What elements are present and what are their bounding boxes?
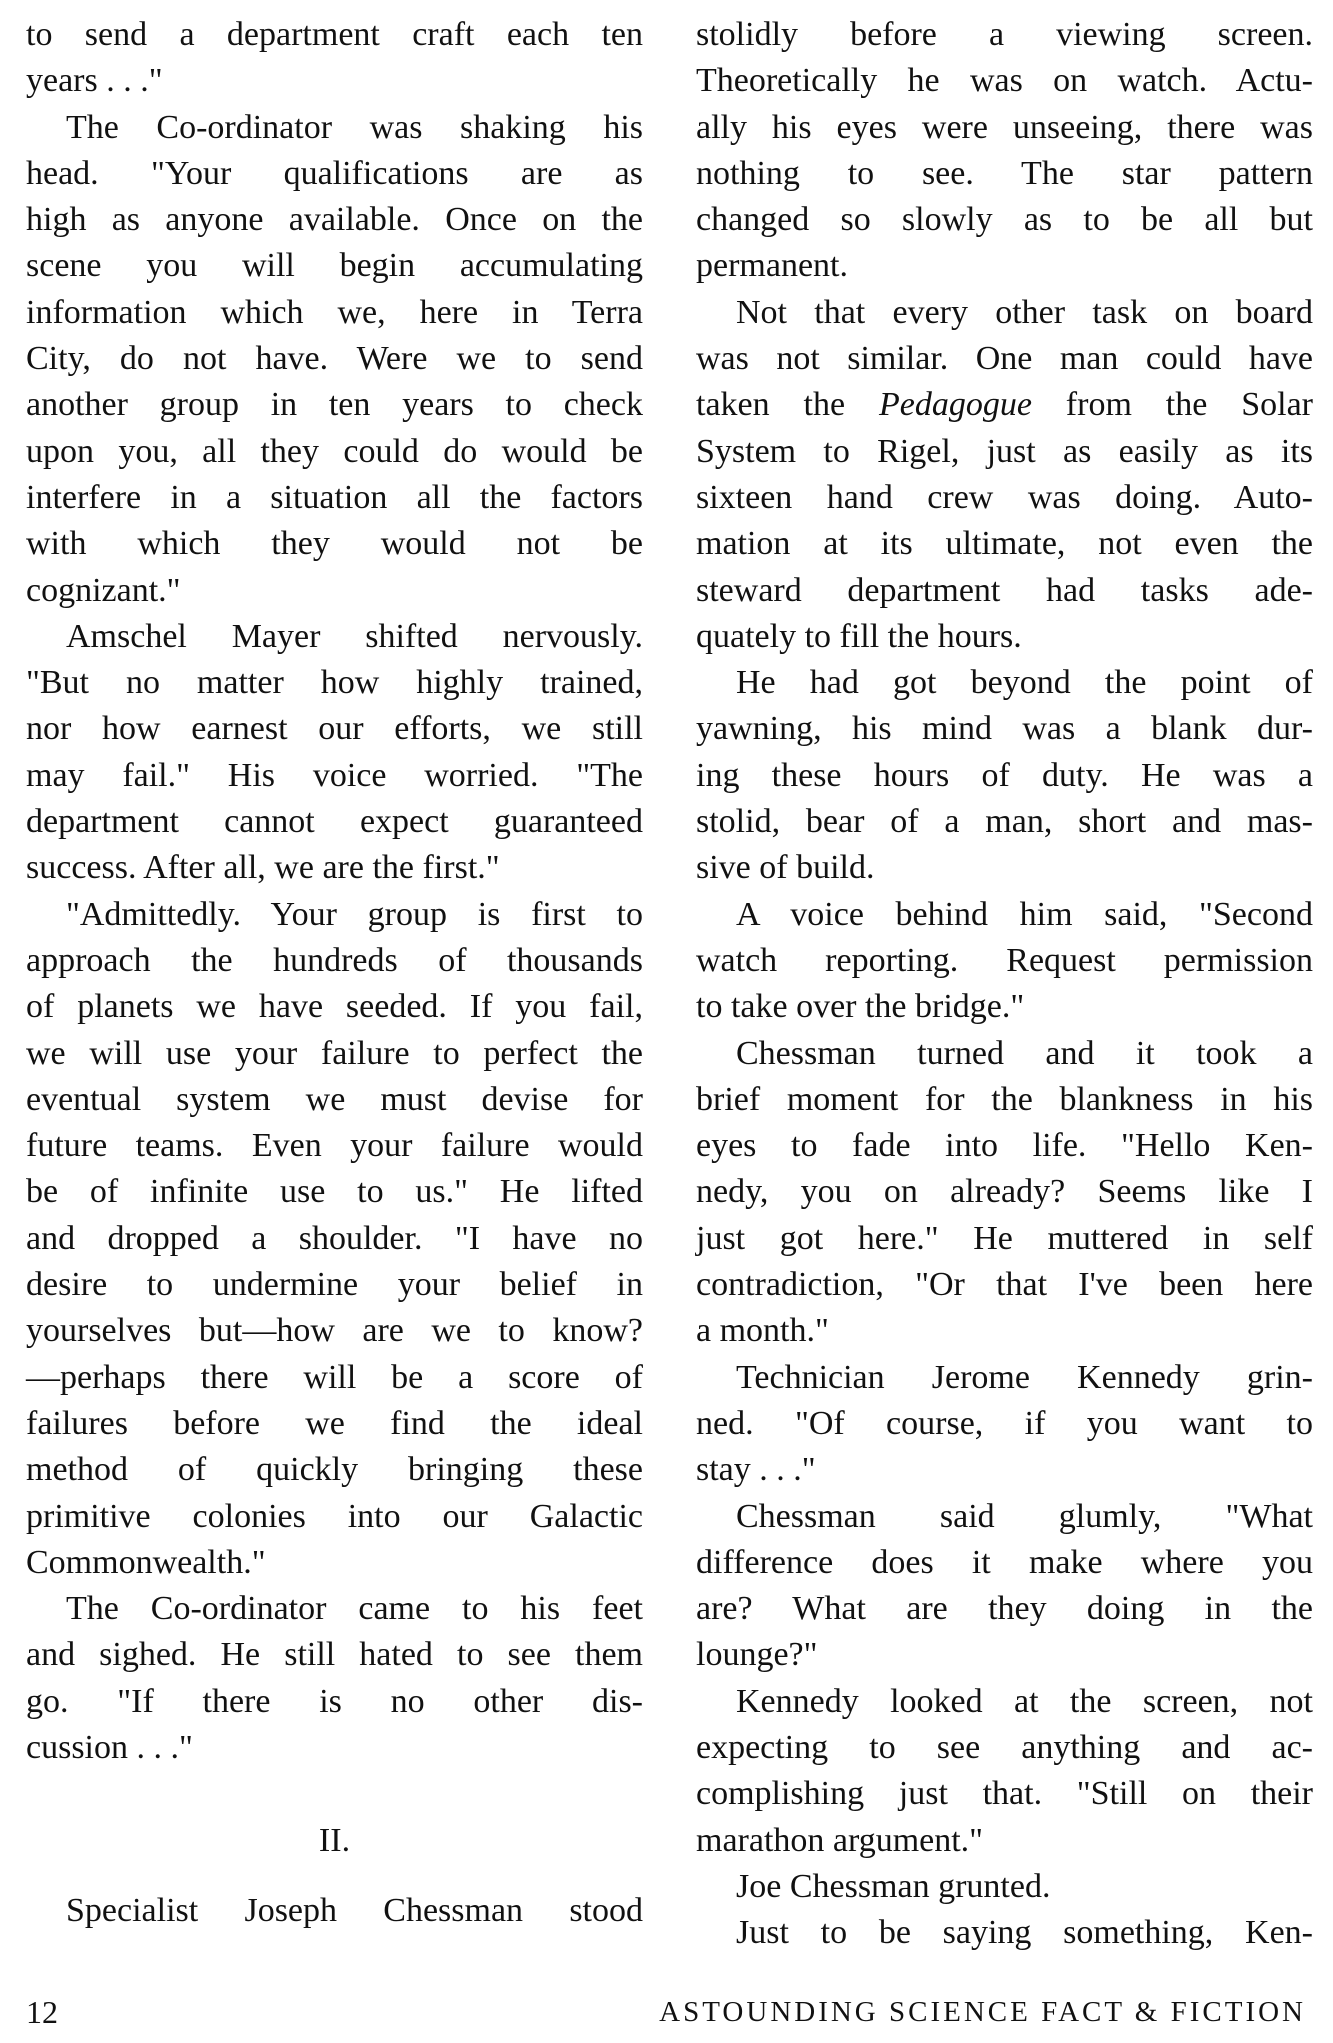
text-line: of planets we have seeded. If you fail, (26, 988, 643, 1026)
section-heading: II. (318, 1821, 351, 1859)
text-line (696, 382, 1313, 428)
text-line: Chessman turned and it took a (736, 1034, 1313, 1072)
text-line: be of infinite use to us." He lifted (26, 1173, 643, 1211)
text-fragment: from the Solar (1031, 386, 1313, 424)
text-line: eyes to fade into life. "Hello Ken- (696, 1127, 1313, 1165)
text-line: ally his eyes were unseeing, there was (696, 108, 1313, 146)
text-line: department cannot expect guaranteed (26, 803, 643, 841)
text-line: may fail." His voice worried. "The (26, 756, 643, 794)
text-line: method of quickly bringing these (26, 1451, 643, 1489)
text-line: eventual system we must devise for (26, 1080, 643, 1118)
text-line: Commonwealth." (26, 1543, 266, 1581)
text-line: contradiction, "Or that I've been here (696, 1266, 1313, 1304)
text-line: with which they would not be (26, 525, 643, 563)
text-line: are? What are they doing in the (696, 1590, 1313, 1628)
blank-line (26, 1771, 643, 1817)
text-line: information which we, here in Terra (26, 293, 643, 331)
text-line: Chessman said glumly, "What (736, 1497, 1313, 1535)
text-line: difference does it make where you (696, 1543, 1313, 1581)
page-number: 12 (26, 1994, 58, 2030)
text-line: nothing to see. The star pattern (696, 154, 1313, 192)
text-line: City, do not have. Were we to send (26, 340, 643, 378)
magazine-title: ASTOUNDING SCIENCE FACT & FICTION (659, 1996, 1306, 2028)
text-line: desire to undermine your belief in (26, 1266, 643, 1304)
text-line: failures before we find the ideal (26, 1404, 643, 1442)
text-line: Joe Chessman grunted. (736, 1867, 1051, 1905)
text-line: brief moment for the blankness in his (696, 1080, 1313, 1118)
text-line: yourselves but—how are we to know? (26, 1312, 643, 1350)
text-line: The Co-ordinator came to his feet (66, 1590, 643, 1628)
text-line: to take over the bridge." (696, 988, 1025, 1026)
text-line: mation at its ultimate, not even the (696, 525, 1313, 563)
text-line: "But no matter how highly trained, (26, 664, 643, 702)
text-line: ing these hours of duty. He was a (696, 756, 1313, 794)
text-line: Technician Jerome Kennedy grin- (736, 1358, 1313, 1396)
text-line: Kennedy looked at the screen, not (736, 1682, 1313, 1720)
text-line: Theoretically he was on watch. Actu- (696, 62, 1313, 100)
text-line: future teams. Even your failure would (26, 1127, 643, 1165)
left-column (26, 12, 643, 1934)
text-line: stolid, bear of a man, short and mas- (696, 803, 1313, 841)
text-line: quately to fill the hours. (696, 617, 1022, 655)
text-line: changed so slowly as to be all but (696, 201, 1313, 239)
text-line: years . . ." (26, 62, 163, 100)
text-line: primitive colonies into our Galactic (26, 1497, 643, 1535)
text-line: ned. "Of course, if you want to (696, 1404, 1313, 1442)
text-line: watch reporting. Request permission (696, 941, 1313, 979)
text-line: go. "If there is no other dis- (26, 1682, 643, 1720)
right-column (696, 12, 1313, 1956)
text-line: another group in ten years to check (26, 386, 643, 424)
text-line: scene you will begin accumulating (26, 247, 643, 285)
text-line: sixteen hand crew was doing. Auto- (696, 478, 1313, 516)
text-line: upon you, all they could do would be (26, 432, 643, 470)
text-line: cognizant." (26, 571, 181, 609)
text-line: a month." (696, 1312, 829, 1350)
text-line: A voice behind him said, "Second (736, 895, 1313, 933)
text-line: Amschel Mayer shifted nervously. (66, 617, 643, 655)
text-line: System to Rigel, just as easily as its (696, 432, 1313, 470)
text-line: yawning, his mind was a blank dur- (696, 710, 1313, 748)
text-line: He had got beyond the point of (736, 664, 1313, 702)
text-line: stay . . ." (696, 1451, 816, 1489)
text-line: complishing just that. "Still on their (696, 1775, 1313, 1813)
text-line: just got here." He muttered in self (696, 1219, 1313, 1257)
text-line: to send a department craft each ten (26, 16, 643, 53)
text-line: high as anyone available. Once on the (26, 201, 643, 239)
text-line: interfere in a situation all the factors (26, 478, 643, 516)
text-line: and sighed. He still hated to see them (26, 1636, 643, 1674)
text-line: nedy, you on already? Seems like I (696, 1173, 1313, 1211)
text-line: lounge?" (696, 1636, 818, 1674)
text-line: marathon argument." (696, 1821, 984, 1859)
text-fragment: taken the (696, 386, 879, 424)
text-line: —perhaps there will be a score of (26, 1358, 643, 1396)
text-line: permanent. (696, 247, 848, 285)
text-line: we will use your failure to perfect the (26, 1034, 643, 1072)
text-line: Just to be saying something, Ken- (736, 1914, 1313, 1952)
text-line: cussion . . ." (26, 1728, 193, 1766)
text-line: sive of build. (696, 849, 875, 887)
text-line: approach the hundreds of thousands (26, 941, 643, 979)
text-line: head. "Your qualifications are as (26, 154, 643, 192)
text-line: nor how earnest our efforts, we still (26, 710, 643, 748)
text-line: Not that every other task on board (736, 293, 1313, 331)
text-line: "Admittedly. Your group is first to (66, 895, 643, 933)
spacer (26, 1864, 643, 1888)
text-line: expecting to see anything and ac- (696, 1728, 1313, 1766)
text-line: was not similar. One man could have (696, 340, 1313, 378)
text-line: steward department had tasks ade- (696, 571, 1313, 609)
ship-name: Pedagogue (878, 386, 1032, 424)
text-line: Specialist Joseph Chessman stood (66, 1891, 643, 1929)
text-line: stolidly before a viewing screen. (696, 16, 1313, 53)
text-line: The Co-ordinator was shaking his (66, 108, 643, 146)
text-line: success. After all, we are the first." (26, 849, 500, 887)
text-line: and dropped a shoulder. "I have no (26, 1219, 643, 1257)
page-footer (26, 1989, 1306, 2035)
